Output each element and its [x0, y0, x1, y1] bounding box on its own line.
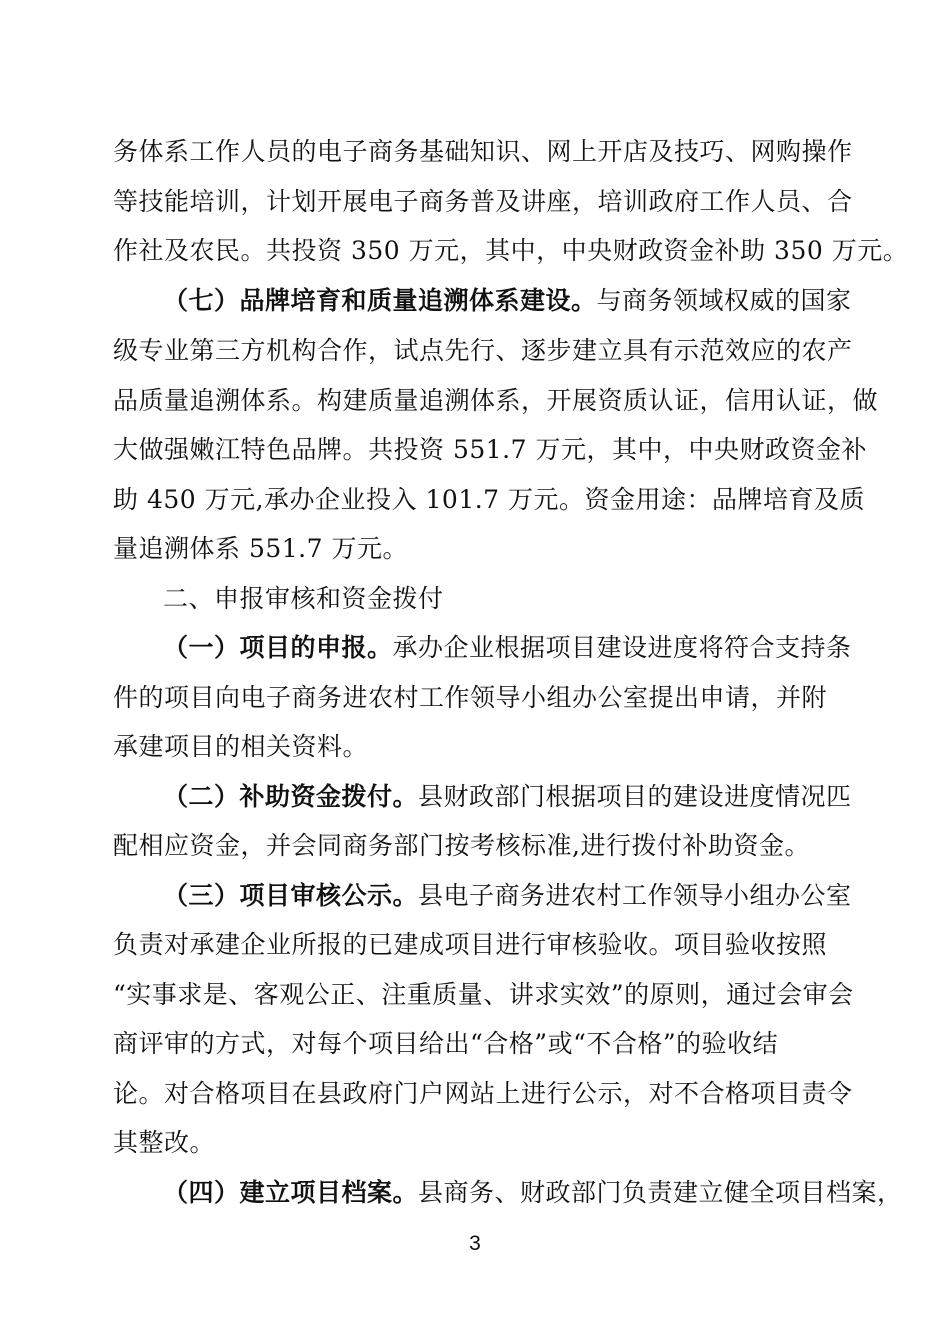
- section-first-line: [163, 1175, 903, 1211]
- section-heading: 二、申报审核和资金拨付: [163, 584, 444, 613]
- body-line: 负责对承建企业所报的已建成项目进行审核验收。项目验收按照: [113, 930, 828, 959]
- body-line: 其整改。: [113, 1128, 216, 1157]
- section-first-line: [163, 779, 853, 815]
- body-line: 等技能培训，计划开展电子商务普及讲座，培训政府工作人员、合: [113, 187, 853, 216]
- section-lead: （四）建立项目档案。: [163, 1178, 419, 1207]
- body-line: 作社及农民。共投资 350 万元，其中，中央财政资金补助 350 万元。: [113, 236, 909, 265]
- section-text: 县财政部门根据项目的建设进度情况匹: [418, 782, 852, 811]
- body-line: 助 450 万元,承办企业投入 101.7 万元。资金用途：品牌培育及质: [113, 485, 866, 514]
- body-line: 承建项目的相关资料。: [113, 732, 369, 761]
- body-line: 务体系工作人员的电子商务基础知识、网上开店及技巧、网购操作: [113, 137, 853, 166]
- body-line: 论。对合格项目在县政府门户网站上进行公示，对不合格项目责令: [113, 1079, 853, 1108]
- section-first-line: [163, 630, 853, 666]
- section-text: 承办企业根据项目建设进度将符合支持条: [392, 633, 852, 662]
- body-line: 配相应资金，并会同商务部门按考核标准,进行拨付补助资金。: [113, 831, 810, 860]
- body-line: 大做强嫩江特色品牌。共投资 551.7 万元，其中，中央财政资金补: [113, 435, 867, 464]
- body-line: 件的项目向电子商务进农村工作领导小组办公室提出申请，并附: [113, 683, 828, 712]
- body-line: 量追溯体系 551.7 万元。: [113, 534, 408, 563]
- section-lead: （三）项目审核公示。: [163, 881, 419, 910]
- section-lead: （二）补助资金拨付。: [163, 782, 419, 811]
- section-first-line: [163, 878, 853, 914]
- page-number: 3: [469, 1232, 481, 1255]
- section-lead: （一）项目的申报。: [163, 633, 393, 662]
- body-line: 商评审的方式，对每个项目给出“合格”或“不合格”的验收结: [113, 1029, 779, 1058]
- section-text: 县商务、财政部门负责建立健全项目档案，: [418, 1178, 903, 1207]
- section-first-line: [163, 283, 853, 319]
- section-text: 与商务领域权威的国家: [596, 286, 852, 315]
- section-text: 县电子商务进农村工作领导小组办公室: [418, 881, 852, 910]
- body-line: 品质量追溯体系。构建质量追溯体系，开展资质认证，信用认证，做: [113, 386, 879, 415]
- body-line: 级专业第三方机构合作，试点先行、逐步建立具有示范效应的农产: [113, 336, 853, 365]
- body-line: “实事求是、客观公正、注重质量、讲求实效”的原则，通过会审会: [113, 980, 854, 1009]
- section-lead: （七）品牌培育和质量追溯体系建设。: [163, 286, 597, 315]
